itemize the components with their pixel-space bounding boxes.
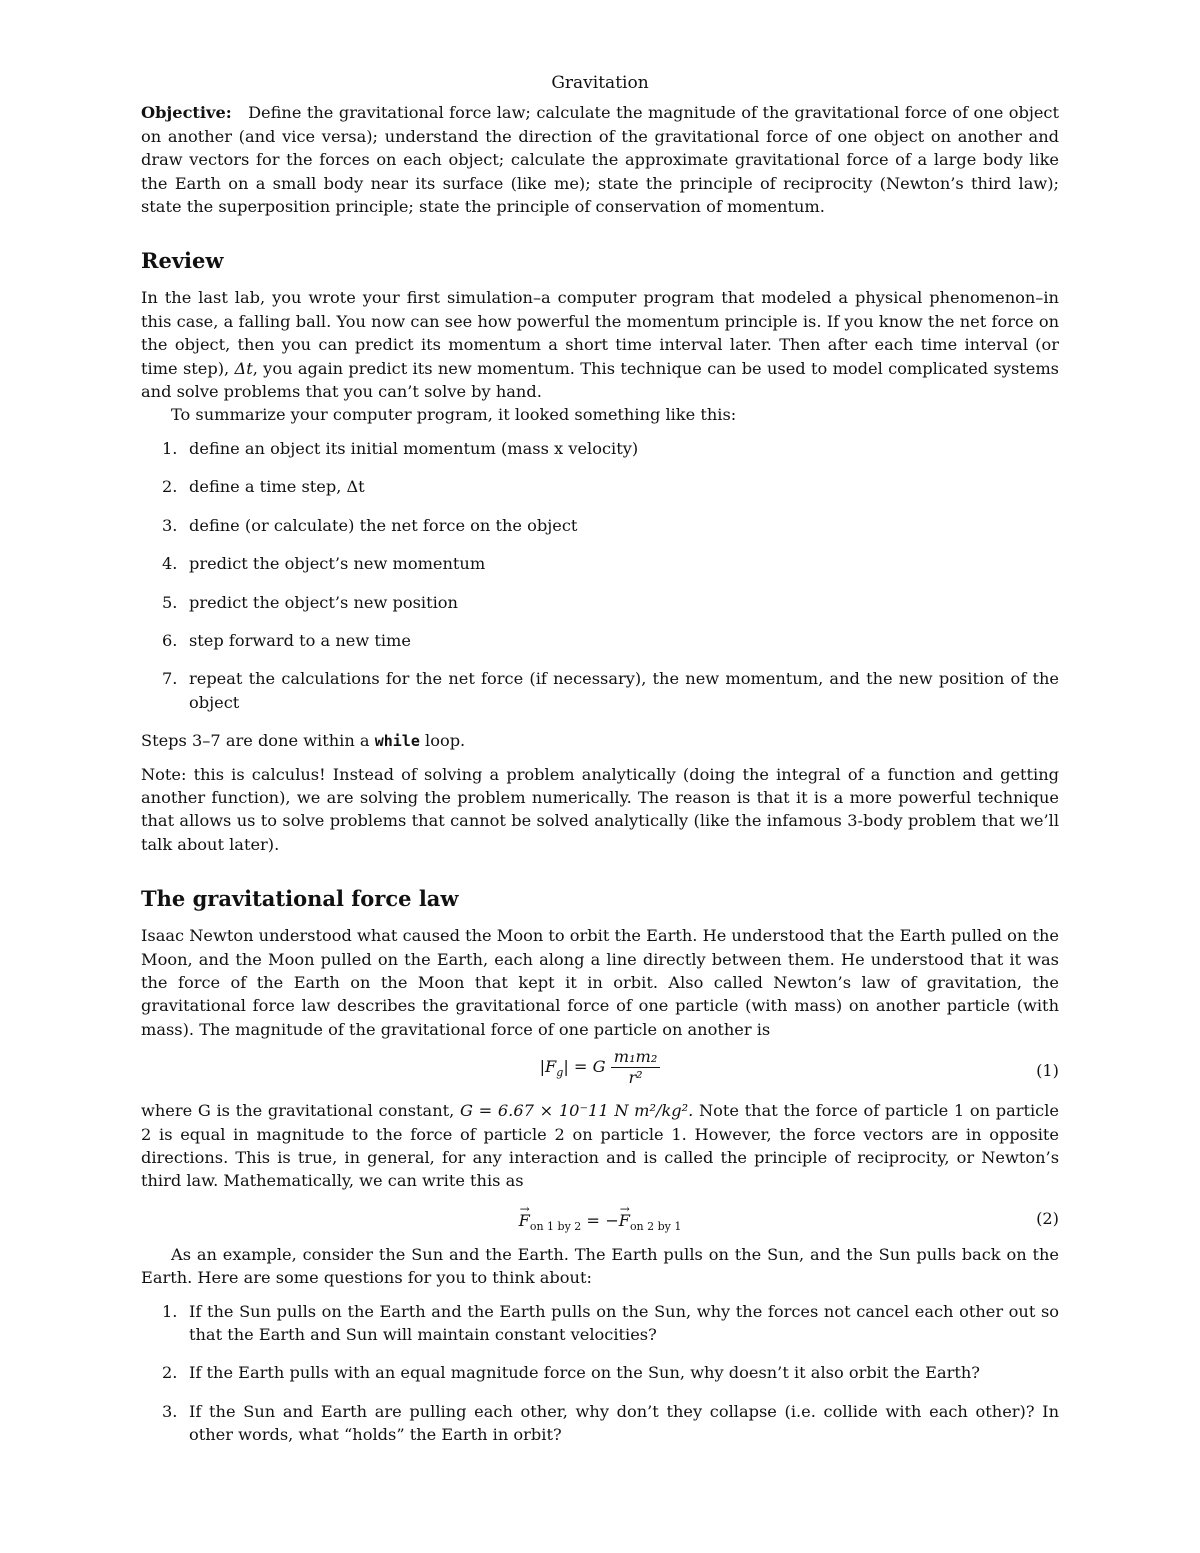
force-law-paragraph-2: where G is the gravitational constant, G = 6.67 × 10⁻11 N m²/kg². Note that the force of particle 1 on particle 2 is equal in magnitude to the force of particle 2 on particle 1. However, the force vectors are in opposite directions. This is true, in general, for any interaction and is called the principle of reciprocity, or Newton’s third law. Mathematically, we can write this as [141, 1101, 1059, 1191]
review-heading: Review [141, 248, 224, 274]
equation-2 [141, 1199, 1059, 1239]
questions-list [141, 1300, 1059, 1447]
while-keyword: while [374, 732, 420, 751]
list-item: 2. If the Earth pulls with an equal magnitude force on the Sun, why doesn’t it also orbit the Earth? [162, 1363, 980, 1383]
steps-note: Steps 3–7 are done within a while loop. [141, 731, 466, 751]
force-law-paragraph-3: As an example, consider the Sun and the Earth. The Earth pulls on the Sun, and the Sun pulls back on the Earth. Here are some questions for you to think about: [141, 1244, 1059, 1288]
reciprocity-formula: → $F_{on 1 by 2}$ = −→ $F_{on 2 by 1}$ [141, 1209, 1059, 1239]
page-title: Gravitation [551, 73, 649, 93]
list-item: 3. If the Sun and Earth are pulling each other, why don’t they collapse (i.e. collide with each other)? In other words, what “holds” the Earth in orbit? [162, 1401, 1059, 1445]
objective-text: Define the gravitational force law; calculate the magnitude of the gravitational force of one object on another (and vice versa); understand the direction of the gravitational force of one object on another and draw vectors for the forces on each object; calculate the approximate gravitational force of a large body like the Earth on a small body near its surface (like me); state the principle of reciprocity (Newton’s third law); state the superposition principle; state the principle of conservation of momentum. [141, 103, 1059, 217]
list-item: 7. repeat the calculations for the net force (if necessary), the new momentum, and the new position of the object [162, 669, 1059, 712]
list-item: 1. If the Sun pulls on the Earth and the Earth pulls on the Sun, why the forces not cancel each other out so that the Earth and Sun will maintain constant velocities? [162, 1301, 1059, 1345]
simulation-steps-list [141, 437, 1059, 714]
objective-label: Objective: [141, 103, 232, 123]
equation-number-2: (2) [1036, 1208, 1059, 1228]
list-item: 4. predict the object’s new momentum [162, 554, 486, 574]
force-law-heading: The gravitational force law [141, 886, 459, 912]
mass-over-radius-fraction: $\frac{\text{m₁m₂}}{\text{r²}}$ [611, 1047, 661, 1088]
list-item: 5. predict the object’s new position [162, 592, 458, 612]
review-paragraph-2: To summarize your computer program, it looked something like this: [171, 405, 737, 425]
review-paragraph-1: In the last lab, you wrote your first simulation–a computer program that modeled a physical phenomenon–in this case, a falling ball. You now can see how powerful the momentum principle is. If you know the net force on the object, then you can predict its momentum a short time interval later. Then after each time interval (or time step), Δt, you again predict its new momentum. This technique can be used to model complicated systems and solve problems that you can’t solve by hand. [141, 288, 1059, 402]
list-item: 6. step forward to a new time [162, 630, 411, 650]
force-law-paragraph-1: Isaac Newton understood what caused the Moon to orbit the Earth. He understood that the Earth pulled on the Moon, and the Moon pulled on the Earth, each along a line directly between them. He understood that it was the force of the Earth on the Moon that kept it in orbit. Also called Newton’s law of gravitation, the gravitational force law describes the gravitational force of one particle (with mass) on another particle (with mass). The magnitude of the gravitational force of one particle on another is [141, 926, 1059, 1039]
equation-1 [141, 1047, 1059, 1095]
gravity-formula: $|F_g| = G$ $\frac{\text{m₁m₂}}{\text{r²}}$ [141, 1047, 1059, 1088]
document-page [141, 72, 1059, 1462]
list-item: 3. define (or calculate) the net force on the object [162, 515, 578, 535]
calculus-note: Note: this is calculus! Instead of solving a problem analytically (doing the integral of a function and getting another function), we are solving the problem numerically. The reason is that it is a more powerful technique that allows us to solve problems that cannot be solved analytically (like the infamous 3-body problem that we’ll talk about later). [141, 764, 1059, 854]
list-item: 1. define an object its initial momentum (mass x velocity) [162, 438, 639, 458]
objective-paragraph [141, 101, 1059, 218]
gravitational-constant: G = 6.67 × 10⁻11 N m²/kg². [459, 1101, 694, 1121]
equation-number-1: (1) [1036, 1061, 1059, 1081]
list-item: 2. define a time step, Δt [162, 477, 365, 497]
